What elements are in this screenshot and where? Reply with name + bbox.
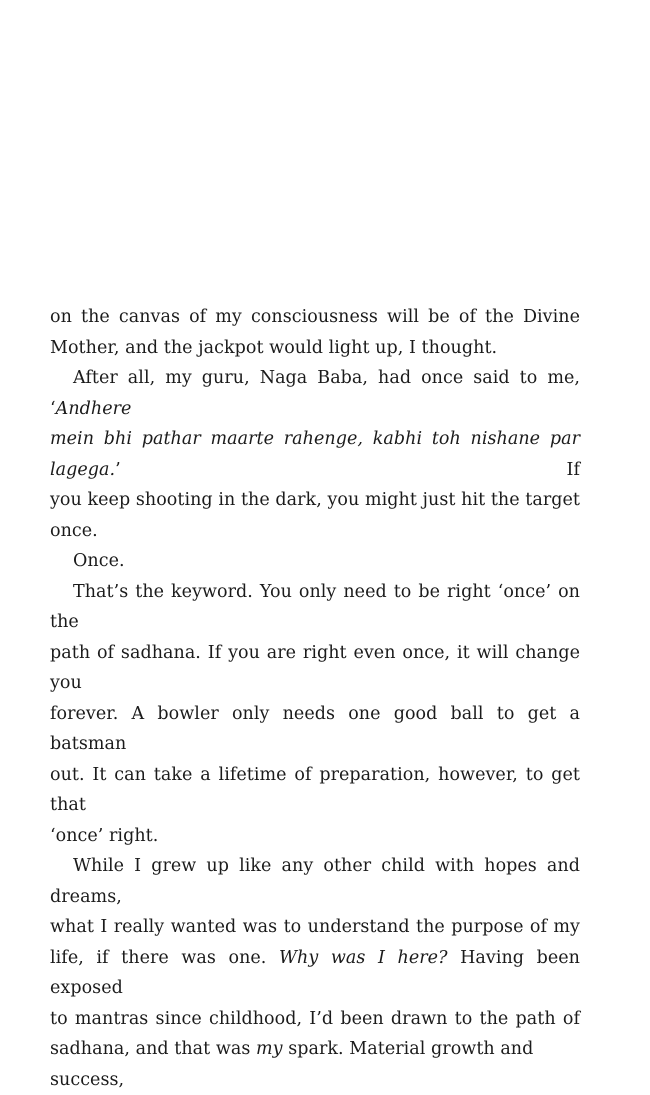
text-line — [50, 302, 580, 333]
paragraph-1 — [50, 302, 580, 363]
text-line — [50, 485, 580, 516]
text-line — [50, 851, 580, 912]
italic-text-segment: mein bhi pathar maarte rahenge, kabhi toh nishane par lagega. — [50, 429, 580, 480]
text-segment: Mother, and the jackpot would light up, I thought. — [50, 337, 498, 358]
text-line — [50, 363, 580, 424]
text-segment: to mantras since childhood, I’d been drawn to the path of — [50, 1008, 580, 1029]
text-line — [50, 546, 580, 577]
text-line — [50, 577, 580, 638]
text-line — [50, 638, 580, 699]
text-segment: you keep shooting in the dark, you might just hit the target — [50, 490, 580, 510]
text-segment: That’s the keyword. You only need to be right ‘once’ on the — [50, 581, 580, 632]
text-line — [50, 912, 580, 943]
text-segment: out. It can take a lifetime of preparation, however, to get that — [50, 764, 580, 815]
text-segment: Having been exposed — [50, 947, 581, 998]
text-segment: Once. — [73, 551, 125, 571]
body-text — [50, 302, 580, 1095]
text-segment: forever. A bowler only needs one good ball to get a batsman — [50, 703, 580, 754]
text-line — [50, 760, 580, 821]
text-line — [50, 699, 580, 760]
text-line — [50, 424, 580, 485]
text-line — [50, 1034, 580, 1095]
italic-text-segment: Why was I here? — [279, 947, 448, 968]
text-segment: on the canvas of my consciousness will be of the Divine — [50, 307, 580, 327]
text-segment: once. — [50, 520, 98, 541]
text-line — [50, 516, 580, 547]
text-segment: spark. Material growth and success, — [50, 1039, 534, 1090]
text-segment: ‘once’ right. — [50, 825, 159, 846]
text-line — [50, 1004, 580, 1035]
text-segment: path of sadhana. If you are right even once, it will change you — [50, 642, 580, 693]
text-line — [50, 821, 580, 852]
text-line — [50, 943, 580, 1004]
italic-text-segment: Andhere — [55, 398, 132, 419]
text-line — [50, 333, 580, 364]
text-segment: life, if there was one. — [50, 947, 279, 968]
paragraph-2 — [50, 363, 580, 546]
italic-text-segment: my — [256, 1039, 283, 1059]
text-segment: After all, my guru, Naga Baba, had once said to me, ‘ — [50, 368, 580, 419]
text-segment: what I really wanted was to understand the purpose of my — [50, 917, 580, 937]
text-segment: While I grew up like any other child with hopes and dreams, — [50, 856, 580, 907]
paragraph-3 — [50, 546, 580, 577]
paragraph-5 — [50, 851, 580, 1095]
paragraph-4 — [50, 577, 580, 852]
text-segment: sadhana, and that was — [50, 1039, 257, 1059]
text-segment: ’ If — [115, 459, 580, 480]
